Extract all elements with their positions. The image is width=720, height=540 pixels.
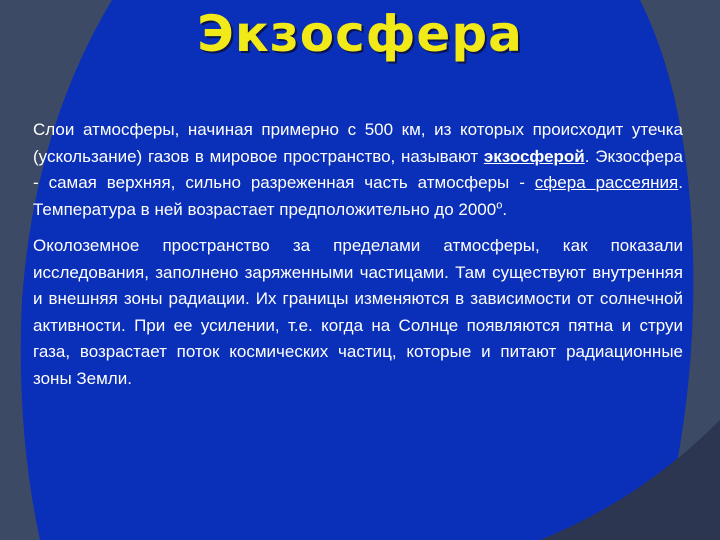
paragraph1-text-end: . (502, 199, 508, 219)
link-scattering[interactable]: рассеяния (595, 173, 679, 192)
paragraph-exosphere-definition (33, 117, 683, 223)
link-sphere[interactable]: сфера (534, 173, 586, 192)
slide-title: Экзосфера (197, 5, 523, 63)
degree-symbol: о (496, 198, 503, 211)
paragraph1-text-middle: . Экзосфера - самая верхняя, сильно разреженная часть атмосферы - (33, 146, 683, 192)
slide-content (33, 117, 683, 392)
paragraph1-text-before: Слои атмосферы, начиная примерно с 500 км, из которых происходит утечка (ускользание) газов в мировое пространство, называют (33, 120, 683, 166)
link-space (586, 173, 596, 192)
term-exosphere: экзосферой (483, 146, 585, 166)
paragraph1-text-after: . Температура в ней возрастает предположительно до 2000 (33, 173, 683, 219)
paragraph-near-earth-space: Околоземное пространство за пределами атмосферы, как показали исследования, заполнено заряженными частицами. Там существуют внутренняя и внешняя зоны радиации. Их границы изменяются в зависимости от солнечной активности. При ее усилении, т.е. когда на Солнце появляются пятна и струи газа, возрастает поток космических частиц, которые и питают радиационные зоны Земли. (33, 236, 683, 388)
